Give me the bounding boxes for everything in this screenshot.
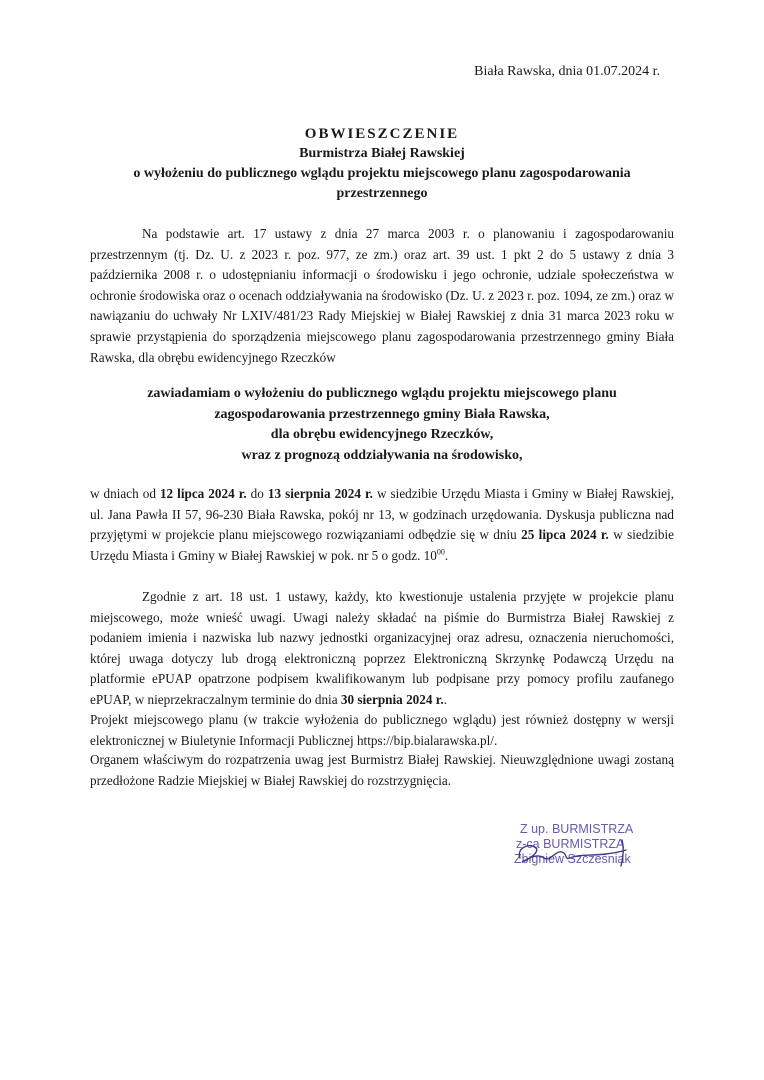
date-from: 12 lipca 2024 r. bbox=[159, 486, 247, 501]
schedule-text: do bbox=[246, 486, 268, 501]
document-heading bbox=[90, 124, 674, 204]
date-to: 13 sierpnia 2024 r. bbox=[267, 486, 373, 501]
place-date: Biała Rawska, dnia 01.07.2024 r. bbox=[474, 64, 660, 79]
document-title: OBWIESZCZENIE bbox=[304, 126, 460, 142]
comments-text: . bbox=[443, 691, 447, 707]
schedule-text: w siedzibie Urzędu Miasta i Gminy w Białej Rawskiej, ul. Jana Pawła II 57, 96-230 Biała Rawska, pokój nr 13, w godzinach urzędowania. Dyskusja publiczna nad przyjętymi w projekcie planu miejscowego rozwiązaniami odbędzie się w dniu bbox=[90, 486, 674, 543]
stamp-line: Z up. BURMISTRZA bbox=[520, 822, 634, 836]
schedule-text: . bbox=[444, 547, 449, 563]
legal-basis-paragraph: Na podstawie art. 17 ustawy z dnia 27 marca 2003 r. o planowaniu i zagospodarowaniu przestrzennym (tj. Dz. U. z 2023 r. poz. 977, ze zm.) oraz art. 39 ust. 1 pkt 2 do 5 ustawy z dnia 3 października 2008 r. o udostępnianiu informacji o środowisku i jego ochronie, udziale społeczeństwa w ochronie środowiska oraz o ocenach oddziaływania na środowisko (Dz. U. z 2023 r. poz. 1094, ze zm.) oraz w nawiązaniu do uchwały Nr LXIV/481/23 Rady Miejskiej w Białej Rawskiej z dnia 31 marca 2023 roku w sprawie przystąpienia do sporządzenia miejscowego planu zagospodarowania przestrzennego gminy Biała Rawska, dla obrębu ewidencyjnego Rzeczków bbox=[90, 226, 674, 365]
time-superscript: 00 bbox=[436, 547, 445, 557]
announcement-line: dla obrębu ewidencyjnego Rzeczków, bbox=[270, 427, 494, 442]
schedule-paragraph bbox=[90, 484, 674, 566]
subject-line-cont: przestrzennego bbox=[336, 186, 428, 201]
comments-text: Zgodnie z art. 18 ust. 1 ustawy, każdy, kto kwestionuje ustalenia przyjęte w projekcie planu miejscowego, może wnieść uwagi. Uwagi należy składać na piśmie do Burmistrza Białej Rawskiej z podaniem imienia i nazwiska lub nazwy jednostki organizacyjnej oraz adresu, oznaczenia nieruchomości, której uwaga dotyczy lub drogą elektroniczną poprzez Elektroniczną Skrzynkę Podawczą Urzędu na platformie ePUAP opatrzone podpisem kwalifikowanym lub podpisane przy pomocy profilu zaufanego ePUAP, w nieprzekraczalnym terminie do dnia bbox=[90, 589, 674, 707]
announcement-line: zawiadamiam o wyłożeniu do publicznego wglądu projektu miejscowego planu bbox=[147, 386, 617, 401]
stamp-line: Zbigniew Szcześniak bbox=[514, 852, 631, 866]
subject-line: o wyłożeniu do publicznego wglądu projektu miejscowego planu zagospodarowania bbox=[133, 166, 631, 181]
schedule-text: w siedzibie Urzędu Miasta i Gminy w Białej Rawskiej w pok. nr 5 o godz. 10 bbox=[90, 527, 674, 563]
announcement bbox=[90, 384, 674, 466]
online-availability-paragraph: Projekt miejscowego planu (w trakcie wyłożenia do publicznego wglądu) jest również dostępny w wersji elektronicznej w Biuletynie Informacji Publicznej https://bip.bialarawska.pl/. bbox=[90, 712, 674, 748]
announcement-line: wraz z prognozą oddziaływania na środowisko, bbox=[241, 447, 523, 463]
authority-paragraph: Organem właściwym do rozpatrzenia uwag jest Burmistrz Białej Rawskiej. Nieuwzględnione uwagi zostaną przedłożone Radzie Miejskiej w Białej Rawskiej do rozstrzygnięcia. bbox=[90, 752, 674, 788]
comments-deadline: 30 sierpnia 2024 r. bbox=[340, 691, 444, 707]
schedule-text: w dniach od bbox=[90, 486, 160, 501]
discussion-date: 25 lipca 2024 r. bbox=[521, 527, 609, 543]
announcement-line: zagospodarowania przestrzennego gminy Biała Rawska, bbox=[214, 406, 550, 422]
comments-paragraph bbox=[90, 587, 674, 711]
issuer: Burmistrza Białej Rawskiej bbox=[299, 146, 465, 161]
handwritten-signature bbox=[510, 836, 640, 870]
stamp-line: z-ca BURMISTRZA bbox=[516, 837, 625, 851]
